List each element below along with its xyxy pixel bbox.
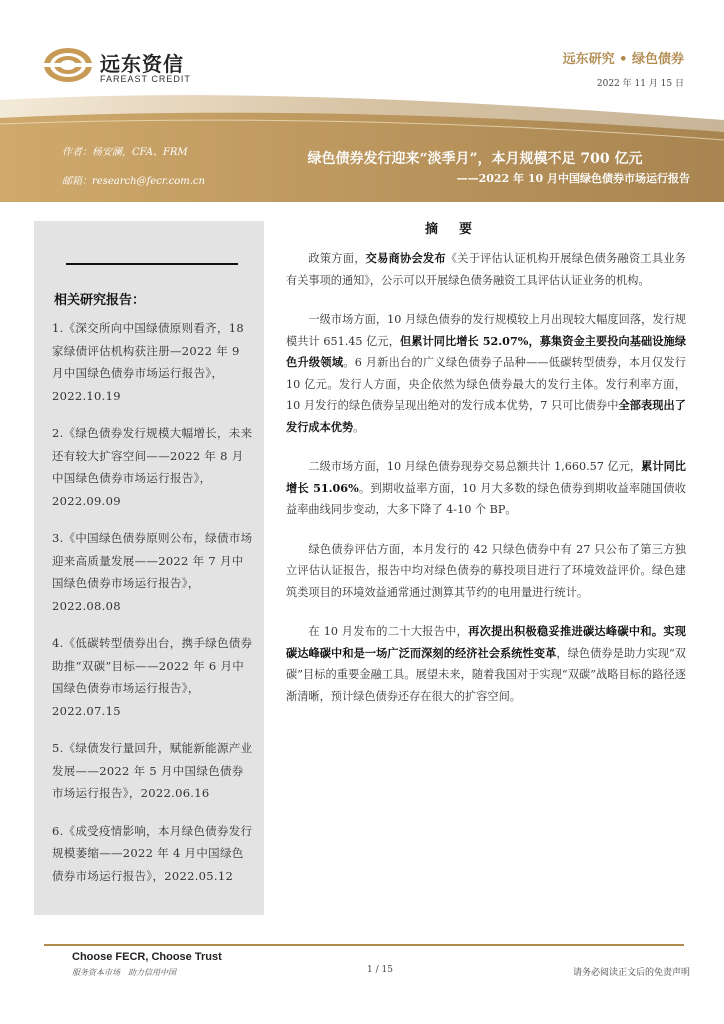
related-report-date: 2022.08.08 (52, 598, 121, 613)
related-report-date: 2022.10.19 (52, 388, 121, 403)
summary-paragraph-outlook: 在 10 月发布的二十大报告中，再次提出积极稳妥推进碳达峰碳中和。实现碳达峰碳中和是一场广泛而深刻的经济社会系统性变革，绿色债券是助力实现“双碳”目标的重要金融工具。展望未来，随着我国对于实现“双碳”战略目标的路径逐渐清晰，预计绿色债券还存在很大的扩容空间。 (286, 624, 686, 703)
related-report-item (52, 737, 254, 805)
summary-paragraph-policy: 政策方面，交易商协会发布《关于评估认证机构开展绿色债务融资工具业务有关事项的通知》，公示可以开展绿色债务融资工具评估认证业务的机构。 (286, 251, 686, 287)
company-name-en: FAREAST CREDIT (100, 74, 191, 84)
report-date: 2022 年 11 月 15 日 (596, 79, 684, 89)
sidebar-heading: 相关研究报告： (54, 293, 146, 308)
fareast-logo-icon (42, 46, 94, 84)
related-report-item (52, 820, 254, 888)
footer-slogan-en: Choose FECR, Choose Trust (72, 951, 222, 963)
related-report-item (52, 422, 254, 512)
report-subtitle: ——2022 年 10 月中国绿色债券市场运行报告 (456, 172, 690, 185)
sidebar-divider (66, 263, 238, 265)
email: 邮箱：research@fecr.com.cn (62, 176, 205, 187)
related-reports-sidebar (34, 221, 264, 915)
related-report-text: 6.《成受疫情影响，本月绿色债券发行规模萎缩——2022 年 4 月中国绿色债券市场运行报告》，2022.05.12 (52, 823, 253, 883)
related-reports-list (52, 317, 254, 902)
summary-paragraph-secondary-market: 二级市场方面，10 月绿色债券现券交易总额共计 1,660.57 亿元，累计同比增长 51.06%。到期收益率方面，10 月大多数的绿色债券到期收益率随国债收益率曲线同步变动，大多下降了 4-10 个 BP。 (286, 459, 686, 516)
related-report-date: 2022.09.09 (52, 493, 121, 508)
related-report-text: 5.《绿债发行量回升，赋能新能源产业发展——2022 年 5 月中国绿色债券市场运行报告》，2022.06.16 (52, 741, 253, 800)
summary-paragraph-primary-market: 一级市场方面，10 月绿色债券的发行规模较上月出现较大幅度回落，发行规模共计 651.45 亿元，但累计同比增长 52.07%，募集资金主要投向基础设施绿色升级领域。6 月新出台的广义绿色债券子品种——低碳转型债券，本月仅发行 10 亿元。发行人方面，央企依然为绿色债券最大的发行主体。发行利率方面，10 月发行的绿色债券呈现出绝对的发行成本优势，7 只可比债券中全部表现出了发行成本优势。 (286, 313, 686, 434)
company-name-cn: 远东资信 (100, 52, 184, 76)
footer-disclaimer: 请务必阅读正文后的免责声明 (572, 968, 690, 978)
related-report-text: 1.《深交所向中国绿债原则看齐，18 家绿债评估机构获注册—2022 年 9 月中国绿色债券市场运行报告》， (52, 321, 245, 380)
related-report-text: 2.《绿色债券发行规模大幅增长，未来还有较大扩容空间——2022 年 8 月中国绿色债券市场运行报告》， (52, 426, 253, 485)
related-report-text: 3.《中国绿色债券原则公布，绿债市场迎来高质量发展——2022 年 7 月中国绿色债券市场运行报告》， (52, 531, 253, 590)
author: 作者：杨安澜，CFA、FRM (62, 147, 188, 158)
summary-heading: 摘 要 (425, 222, 477, 237)
summary-body (286, 248, 686, 725)
report-title: 绿色债券发行迎来“淡季月”，本月规模不足 700 亿元 (307, 151, 643, 167)
report-series: 远东研究 • 绿色债券 (562, 52, 684, 67)
related-report-item (52, 317, 254, 407)
related-report-date: 2022.07.15 (52, 703, 121, 718)
footer-slogan-cn: 服务资本市场 助力信用中国 (72, 968, 176, 977)
related-report-text: 4.《低碳转型债券出台，携手绿色债券助推“双碳”目标——2022 年 6 月中国绿色债券市场运行报告》， (52, 636, 253, 695)
footer-divider (44, 944, 684, 946)
related-report-item (52, 527, 254, 617)
related-report-item (52, 632, 254, 722)
page-number: 1 / 15 (367, 965, 393, 975)
summary-paragraph-evaluation: 绿色债券评估方面，本月发行的 42 只绿色债券中有 27 只公布了第三方独立评估认证报告，报告中均对绿色债券的募投项目进行了环境效益评价。绿色建筑类项目的环境效益通常通过测算其节约的电用量进行统计。 (286, 542, 686, 599)
